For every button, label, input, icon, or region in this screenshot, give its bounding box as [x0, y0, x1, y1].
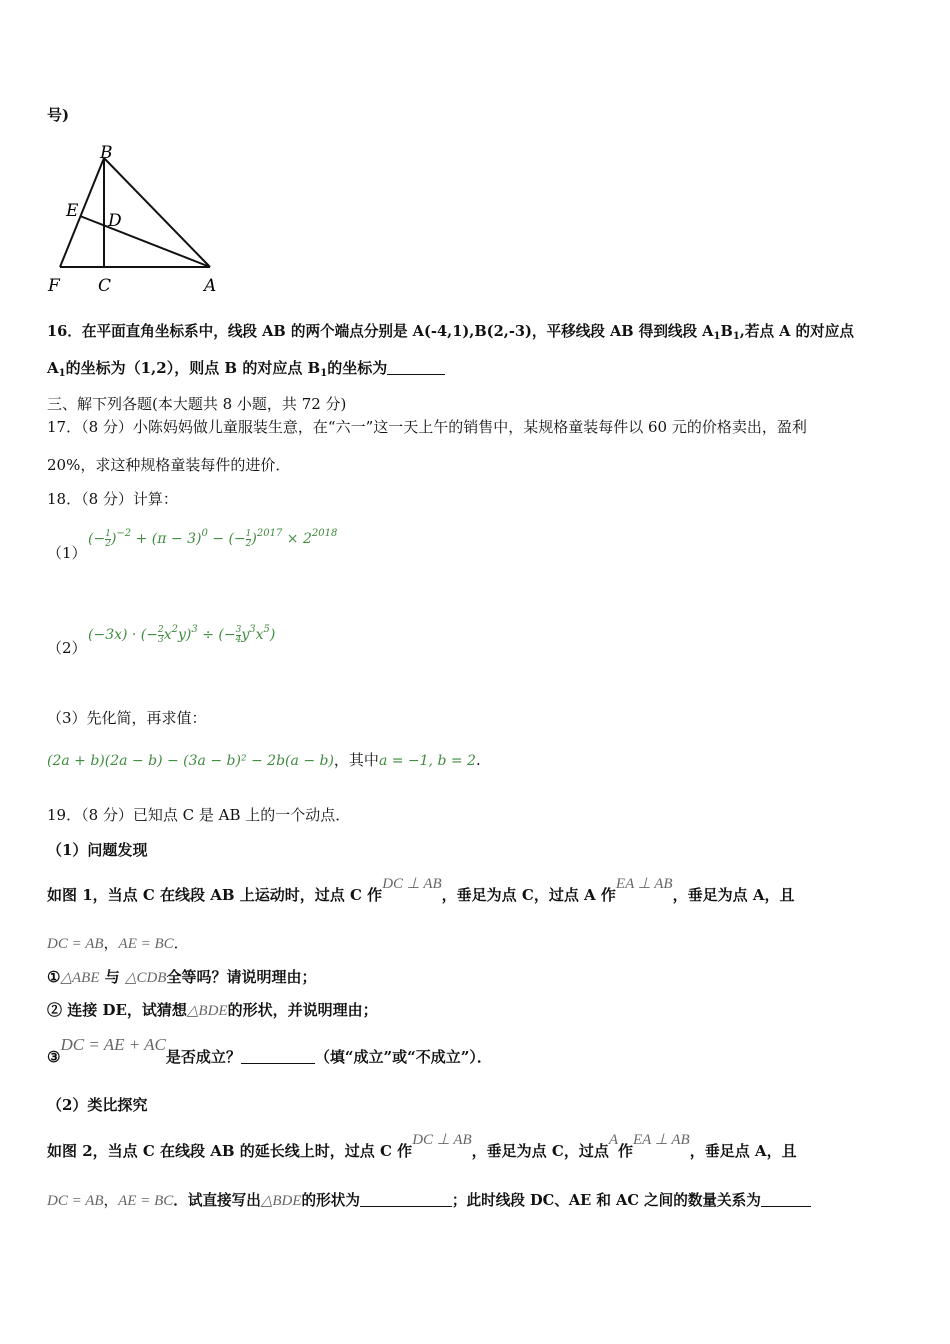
answer-blank: [241, 1049, 315, 1064]
q19-title: 19．（8 分）已知点 C 是 AB 上的一个动点．: [47, 806, 351, 824]
label-e: E: [66, 201, 79, 221]
q17-line1: 17．（8 分）小陈妈妈做儿童服装生意，在“六一”这一天上午的销售中，某规格童装每件以 60 元的价格卖出，盈利: [47, 418, 807, 436]
q19-fig2-line: 如图 2，当点 C 在线段 AB 的延长线上时，过点 C 作DC ⊥ AB，垂足为点 C，过点A作EA ⊥ AB，垂足点 A，且: [47, 1132, 797, 1160]
q18-part1: （1）: [47, 544, 87, 562]
continuation-text: 号): [47, 106, 70, 124]
q19-item2: ② 连接 DE，试猜想△BDE的形状，并说明理由；: [47, 1001, 378, 1019]
section-title: 三、解下列各题(本大题共 8 小题，共 72 分): [47, 395, 347, 413]
answer-blank: [360, 1192, 452, 1207]
q19-item3: ③DC = AE + AC是否成立？ （填“成立”或“不成立”）．: [47, 1035, 492, 1066]
q18-part2: （2）: [47, 639, 87, 657]
q18-part3-expr: (2a + b)(2a − b) − (3a − b)² − 2b(a − b)，其中a = −1, b = 2.: [47, 751, 481, 769]
q18-formula1: (− $\frac{1}{2}$ )$^{-2} + (\pi - 3)^0$ − (− $\frac{1}{2}$ )$^{2017} \times 2^{2018}$: [88, 528, 338, 549]
segment-ea: [80, 216, 210, 267]
label-f: F: [48, 276, 60, 296]
q18-part3: （3）先化简，再求值：: [47, 709, 207, 727]
q19-fig1-line: 如图 1，当点 C 在线段 AB 上运动时，过点 C 作DC ⊥ AB，垂足为点 C，过点 A 作EA ⊥ AB，垂足为点 A，且: [47, 876, 795, 904]
q16-line1: 16．在平面直角坐标系中，线段 AB 的两个端点分别是 A(-4,1),B(2,-3)，平移线段 AB 得到线段 $A_1B_1$,若点 A 的对应点: [47, 323, 854, 342]
triangle-figure: [44, 140, 234, 300]
answer-blank: [761, 1192, 811, 1207]
q18-title: 18．（8 分）计算：: [47, 490, 178, 508]
q17-line2: 20%，求这种规格童装每件的进价．: [47, 456, 291, 474]
q19-conditions: DC = AB，AE = BC．: [47, 934, 189, 952]
answer-blank: [387, 360, 445, 375]
q19-item1: ①△ABE 与 △CDB全等吗？请说明理由；: [47, 968, 317, 986]
label-d: D: [108, 211, 122, 231]
label-c: C: [98, 276, 112, 296]
q19-part2-title: （2）类比探究: [47, 1096, 148, 1114]
q18-formula2: (−3x) · (− $\frac{2}{3}$ $x^2y)^3$ ÷ (− $\frac{3}{4}$ $y^3x^5$): [88, 624, 276, 645]
label-b: B: [100, 143, 113, 163]
label-a: A: [204, 276, 217, 296]
q16-line2: $A_1$的坐标为（1,2），则点 B 的对应点 $B_1$的坐标为: [47, 357, 445, 379]
q19-part1-title: （1）问题发现: [47, 841, 148, 859]
q19-last-line: DC = AB，AE = BC．试直接写出△BDE的形状为 ；此时线段 DC、AE 和 AC 之间的数量关系为: [47, 1189, 811, 1210]
